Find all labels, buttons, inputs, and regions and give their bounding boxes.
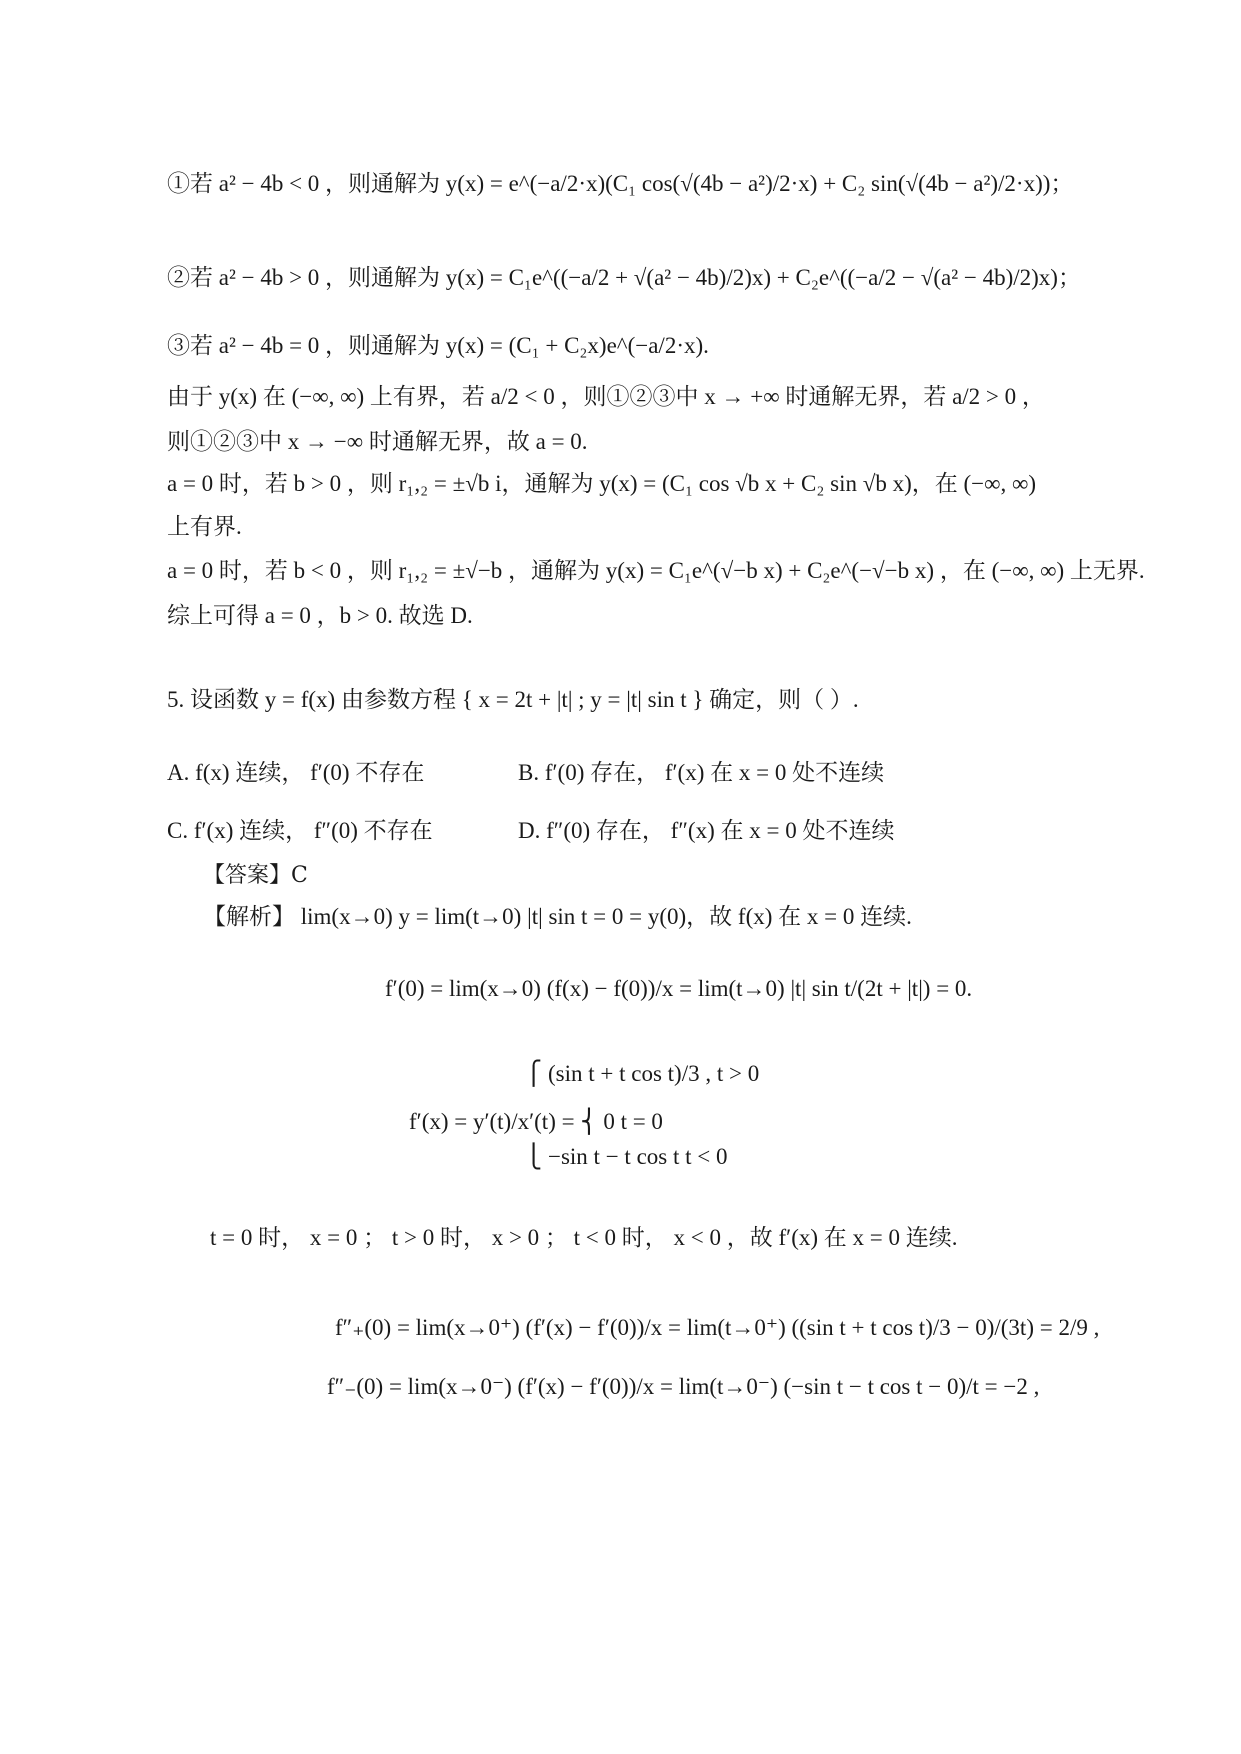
option-d: D. f″(0) 存在， f″(x) 在 x = 0 处不连续 <box>518 818 895 843</box>
a0-case-1b-line: 上有界. <box>167 514 242 539</box>
case-1-line: ①若 a² − 4b < 0 ，则通解为 y(x) = e^(−a/2·x)(C₁ cos(√(4b − a²)/2·x) + C₂ sin(√(4b − a²)/2·x))； <box>167 171 1074 196</box>
continuity-line: t = 0 时， x = 0 ； t > 0 时， x > 0 ； t < 0 时， x < 0 ，故 f′(x) 在 x = 0 连续. <box>210 1225 958 1250</box>
second-derivative-right: f″₊(0) = lim(x→0⁺) (f′(x) − f′(0))/x = lim(t→0⁺) ((sin t + t cos t)/3 − 0)/(3t) = 2/9 , <box>335 1315 1100 1340</box>
question-5: 5. 设函数 y = f(x) 由参数方程 { x = 2t + |t| ; y = |t| sin t } 确定，则（ ）. <box>167 687 859 712</box>
conclusion-line: 综上可得 a = 0 ，b > 0. 故选 D. <box>167 603 473 628</box>
a0-case-1-line: a = 0 时，若 b > 0 ，则 r₁,₂ = ±√b i，通解为 y(x) = (C₁ cos √b x + C₂ sin √b x)，在 (−∞, ∞) <box>167 471 1037 496</box>
bounded-line-2: 则①②③中 x → −∞ 时通解无界，故 a = 0. <box>167 429 588 454</box>
derivative-at-zero: f′(0) = lim(x→0) (f(x) − f(0))/x = lim(t→0) |t| sin t/(2t + |t|) = 0. <box>385 976 973 1001</box>
case-2-line: ②若 a² − 4b > 0 ，则通解为 y(x) = C₁e^((−a/2 + √(a² − 4b)/2)x) + C₂e^((−a/2 − √(a² − 4b)/2)x)； <box>167 265 1081 290</box>
piecewise-row-1: ⎧ (sin t + t cos t)/3 , t > 0 <box>525 1061 760 1086</box>
bounded-line-1: 由于 y(x) 在 (−∞, ∞) 上有界，若 a/2 < 0 ，则①②③中 x → +∞ 时通解无界，若 a/2 > 0 ， <box>167 384 1045 409</box>
analysis-line: 【解析】 lim(x→0) y = lim(t→0) |t| sin t = 0 = y(0)，故 f(x) 在 x = 0 连续. <box>203 904 912 929</box>
case-3-line: ③若 a² − 4b = 0 ，则通解为 y(x) = (C₁ + C₂x)e^(−a/2·x). <box>167 333 709 358</box>
piecewise-row-3: ⎩ −sin t − t cos t t < 0 <box>525 1144 728 1169</box>
second-derivative-left: f″₋(0) = lim(x→0⁻) (f′(x) − f′(0))/x = lim(t→0⁻) (−sin t − t cos t − 0)/t = −2 , <box>327 1374 1040 1399</box>
answer-line: 【答案】C <box>203 863 308 888</box>
a0-case-2-line: a = 0 时，若 b < 0 ，则 r₁,₂ = ±√−b ，通解为 y(x) = C₁e^(√−b x) + C₂e^(−√−b x) ，在 (−∞, ∞) 上无界. <box>167 558 1145 583</box>
option-c: C. f′(x) 连续， f″(0) 不存在 <box>167 818 433 843</box>
piecewise-row-2: f′(x) = y′(t)/x′(t) = ⎨ 0 t = 0 <box>409 1109 663 1134</box>
option-a: A. f(x) 连续， f′(0) 不存在 <box>167 760 425 785</box>
option-b: B. f′(0) 存在， f′(x) 在 x = 0 处不连续 <box>518 760 885 785</box>
